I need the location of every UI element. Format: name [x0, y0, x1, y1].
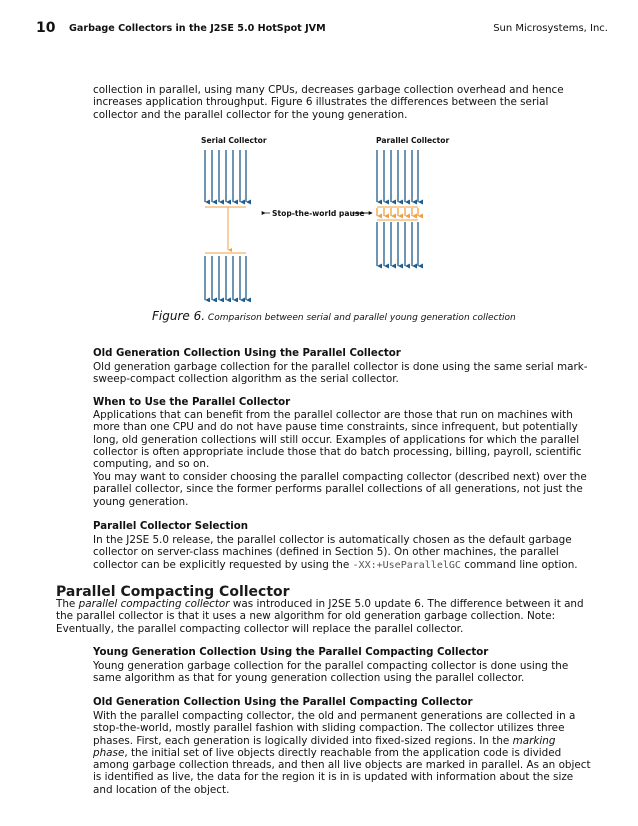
page-header — [36, 22, 608, 38]
page-number: 10 — [36, 20, 56, 36]
old-compacting-body-1: With the parallel compacting collector, the old and permanent generations are collected in a stop-the-world, mostly parallel fashion with sliding compaction. The collector utilizes three phases. First, each generation is logically divided into fixed-sized regions. In the — [93, 710, 576, 747]
intro-paragraph: collection in parallel, using many CPUs, decreases garbage collection overhead and hence increases application throughput. Figure 6 illustrates the differences between the serial collector and the parallel collector for the young generation. — [93, 84, 564, 121]
serial-threads-before — [205, 150, 246, 202]
parallel-compacting-body — [56, 598, 596, 635]
parallel-threads-after — [377, 222, 418, 266]
selection-heading: Parallel Collector Selection — [93, 521, 249, 532]
when-to-use-body-1: Applications that can benefit from the parallel collector are those that run on machines with more than one CPU and do not have pause time constraints, since infrequent, but potentially long, old generation collections will still occur. Examples of applications for which the parallel collector is often appropriate include those that do batch processing, billing, payroll, scientific computing, and so on. — [93, 409, 582, 471]
when-to-use-heading: When to Use the Parallel Collector — [93, 397, 291, 408]
figure-caption — [152, 309, 516, 323]
serial-gc-thread — [205, 207, 246, 253]
old-compacting-body-2: , the initial set of live objects directly reachable from the application code is divided among garbage collection threads, and then all live objects are marked in parallel. As an object is identified as live, the data for the region it is in is updated with information about the size and location of the object. — [93, 746, 591, 796]
caption-text: Comparison between serial and parallel young generation collection — [207, 313, 516, 323]
young-compacting-body: Young generation garbage collection for the parallel compacting collector is done using the same algorithm as that for young generation collection using the parallel collector. — [93, 660, 569, 685]
selection-body-post: command line option. — [464, 558, 578, 571]
use-parallel-gc-option: -XX:+UseParallelGC — [352, 559, 461, 571]
compacting-body-2: was introduced in J2SE 5.0 update 6. The difference between it and the parallel collector is that it uses a new algorithm for old generation garbage collection. Note: Eventually, the parallel compacting collector will replace the parallel collector. — [56, 598, 584, 635]
compacting-body-emphasis: parallel compacting collector — [78, 598, 230, 610]
compacting-body-1: The — [56, 598, 76, 610]
young-compacting-heading: Young Generation Collection Using the Parallel Compacting Collector — [93, 647, 489, 658]
old-gen-parallel-heading: Old Generation Collection Using the Parallel Collector — [93, 348, 401, 359]
old-gen-parallel-body: Old generation garbage collection for the parallel collector is done using the same serial mark-sweep-compact collection algorithm as the serial collector. — [93, 361, 588, 386]
company-name: Sun Microsystems, Inc. — [493, 23, 608, 34]
parallel-gc-threads — [377, 207, 418, 220]
document-title: Garbage Collectors in the J2SE 5.0 HotSpot JVM — [69, 23, 326, 34]
stop-the-world-label: Stop-the-world pause — [272, 209, 365, 218]
when-to-use-body-2: You may want to consider choosing the parallel compacting collector (described next) over the parallel collector, since the former performs parallel collections of all generations, not just the young generation. — [93, 471, 587, 508]
parallel-threads-before — [377, 150, 418, 202]
old-compacting-body — [93, 710, 593, 796]
parallel-collector-label: Parallel Collector — [376, 136, 450, 145]
old-compacting-heading: Old Generation Collection Using the Parallel Compacting Collector — [93, 697, 473, 708]
caption-label: Figure 6. — [152, 309, 206, 323]
selection-body — [93, 534, 593, 572]
marking-phase-emphasis: marking phase — [93, 734, 556, 759]
parallel-compacting-heading: Parallel Compacting Collector — [56, 584, 290, 600]
selection-body-pre: In the J2SE 5.0 release, the parallel collector is automatically chosen as the default garbage collector on server-class machines (defined in Section 5). On other machines, the parallel collector can be explicitly requested by using the — [93, 534, 572, 571]
serial-threads-after — [205, 256, 246, 300]
figure-6-diagram — [155, 132, 455, 302]
serial-collector-label: Serial Collector — [201, 136, 267, 145]
